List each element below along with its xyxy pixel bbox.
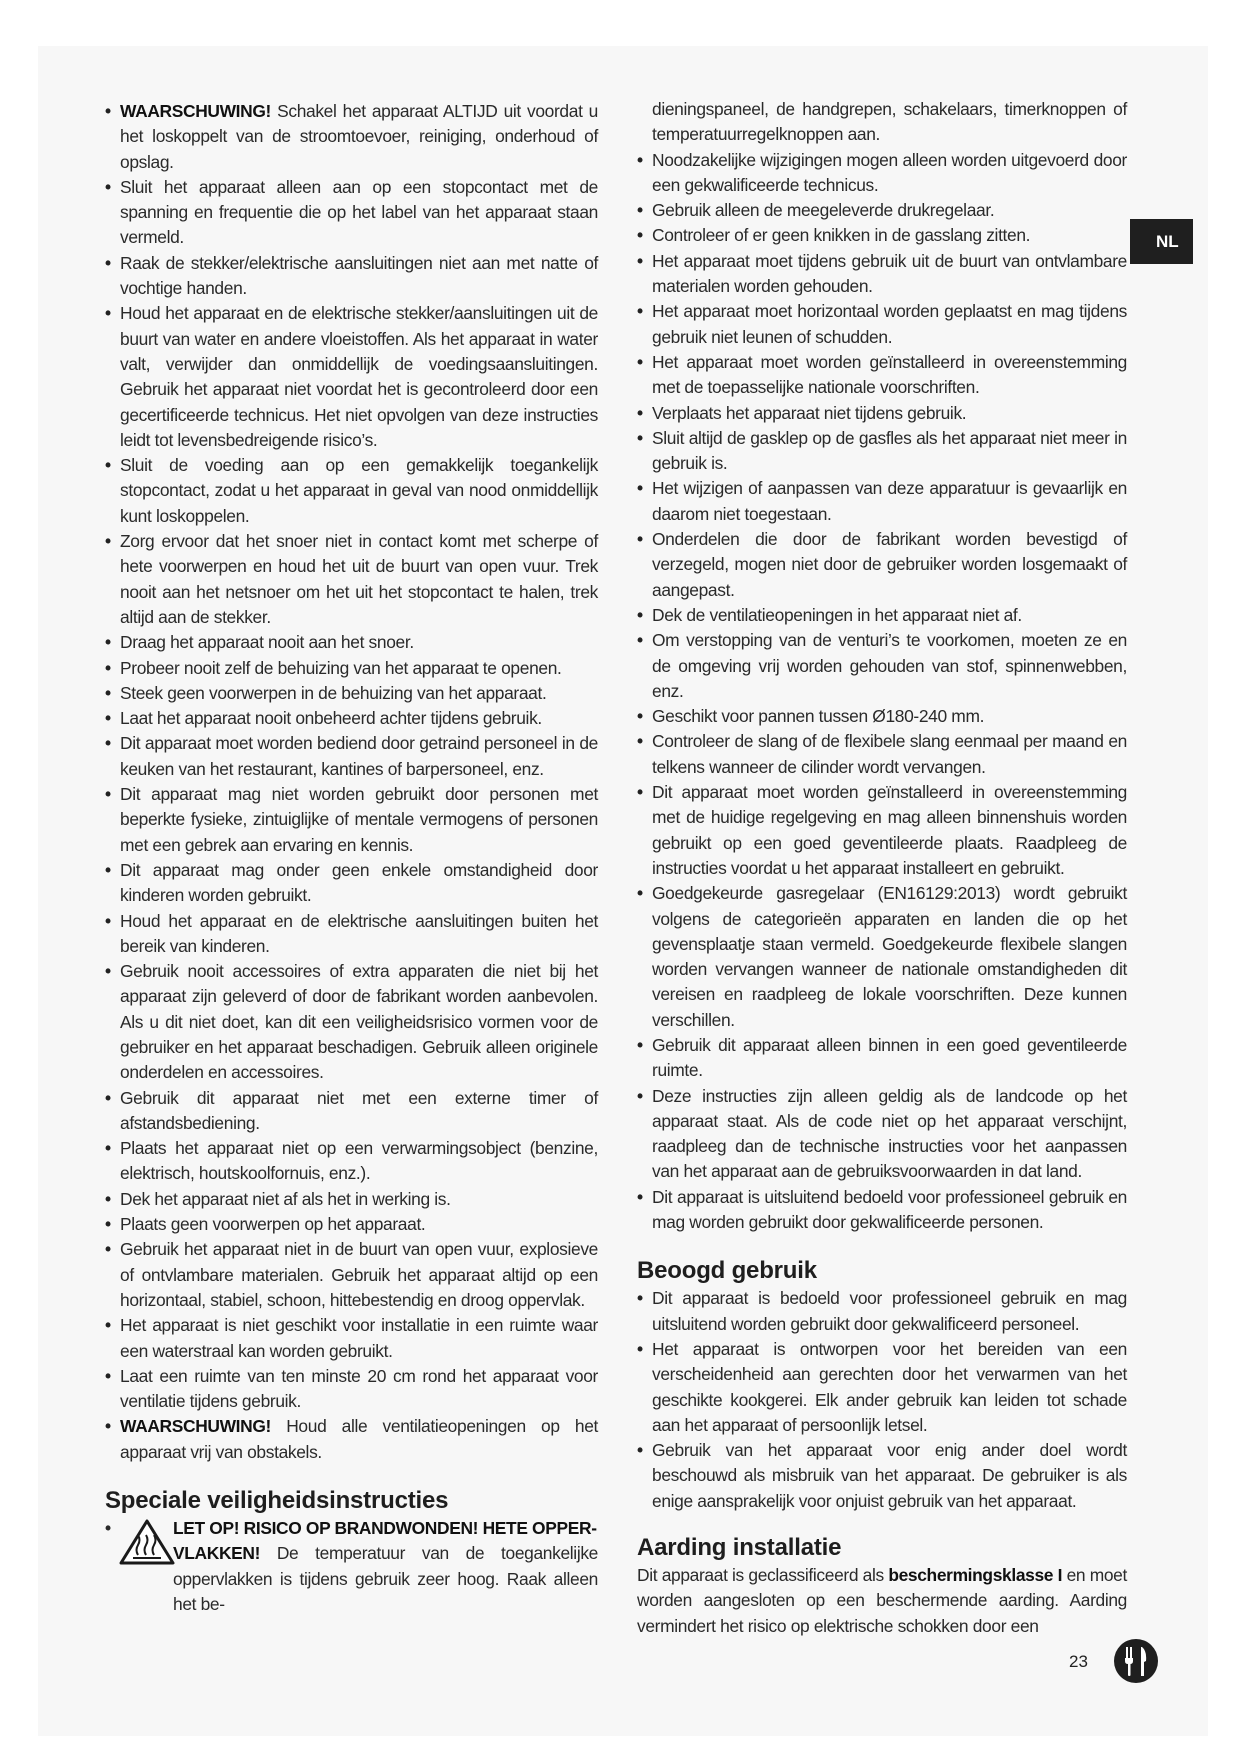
list-item: • Gebruik het apparaat niet in de buurt van open vuur, explosieve of ontvlambare materialen. Gebruik het apparaat altijd op een horizontaal, stabiel, schoon, hittebestendig en droog oppervlak. (105, 1237, 598, 1313)
list-item: • Sluit altijd de gasklep op de gasfles als het apparaat niet meer in gebruik is. (637, 426, 1127, 477)
list-item: • Om verstopping van de venturi’s te voorkomen, moeten ze en de omgeving vrij worden gehouden van stof, spinnenwebben, enz. (637, 628, 1127, 704)
earthing-paragraph (637, 1563, 1127, 1639)
list-item: • Draag het apparaat nooit aan het snoer. (105, 630, 598, 655)
hot-surface-warning (105, 1516, 598, 1617)
list-item: • Probeer nooit zelf de behuizing van het apparaat te openen. (105, 656, 598, 681)
special-safety-heading: Speciale veiligheidsinstructies (105, 1487, 449, 1515)
list-item: • Verplaats het apparaat niet tijdens gebruik. (637, 401, 1127, 426)
list-item-text: Houd alle ventilatieopeningen op het apparaat vrij van obstakels. (120, 1416, 598, 1462)
list-item: • Plaats het apparaat niet op een verwarmingsobject (benzine, elektrisch, houtskoolfornuis, enz.). (105, 1136, 598, 1187)
list-item: • Goedgekeurde gasregelaar (EN16129:2013) wordt gebruikt volgens de categorieën apparaten en landen die op het gevensplaatje staan vermeld. Goedgekeurde flexibele slangen worden vervangen wanneer de nationale omstandigheden dit vereisen en raadpleeg de lokale voorschriften. Deze kunnen verschillen. (637, 881, 1127, 1033)
hot-warning-body (120, 1541, 598, 1617)
language-tab: NL (1130, 219, 1193, 264)
list-item: • Geschikt voor pannen tussen Ø180-240 mm. (637, 704, 1127, 729)
earthing-text-post: en moet worden aangesloten op een beschermende aarding. Aarding vermindert het risico op elektrische schokken door een (637, 1565, 1127, 1636)
list-item: • Houd het apparaat en de elektrische aansluitingen buiten het bereik van kinderen. (105, 909, 598, 960)
list-item: • Controleer de slang of de flexibele slang eenmaal per maand en telkens wanneer de cilinder wordt vervangen. (637, 729, 1127, 780)
list-item: • Het apparaat moet horizontaal worden geplaatst en mag tijdens gebruik niet leunen of schudden. (637, 299, 1127, 350)
list-item: • Controleer of er geen knikken in de gasslang zitten. (637, 223, 1127, 248)
intended-use-heading: Beoogd gebruik (637, 1257, 817, 1285)
list-item: • Houd het apparaat en de elektrische stekker/aansluitingen uit de buurt van water en andere vloeistoffen. Als het apparaat in water valt, verwijder dan onmiddellijk de voedingsaansluitingen. Gebruik het apparaat niet voordat het is gecontroleerd door een gecertificeerde technicus. Het niet opvolgen van deze instructies leidt tot levensbedreigende risico’s. (105, 301, 598, 453)
list-item: • Gebruik nooit accessoires of extra apparaten die niet bij het apparaat zijn geleverd of door de fabrikant worden aanbevolen. Als u dit niet doet, kan dit een veiligheidsrisico vormen voor de gebruiker en het apparaat beschadigen. Gebruik alleen originele onderdelen en accessoires. (105, 959, 598, 1085)
page-number: 23 (1069, 1652, 1088, 1671)
hot-warning-bold: VLAKKEN! (173, 1543, 261, 1564)
list-item: • Het apparaat moet tijdens gebruik uit de buurt van ontvlambare materialen worden gehouden. (637, 249, 1127, 300)
cutlery-logo-icon (1113, 1638, 1159, 1684)
list-item: • Raak de stekker/elektrische aansluitingen niet aan met natte of vochtige handen. (105, 251, 598, 302)
list-item: • Deze instructies zijn alleen geldig als de landcode op het apparaat staat. Als de code niet op het apparaat verschijnt, raadpleeg dan de technische instructies voor het aanpassen van het apparaat aan de gebruiksvoorwaarden in dat land. (637, 1084, 1127, 1185)
list-item: • Dit apparaat is bedoeld voor professioneel gebruik en mag uitsluitend worden gebruikt door gekwalificeerd personeel. (637, 1286, 1127, 1337)
list-item (105, 1414, 598, 1465)
warning-label: WAARSCHUWING! (120, 101, 271, 121)
safety-list-right (637, 148, 1127, 1236)
list-item: • Plaats geen voorwerpen op het apparaat. (105, 1212, 598, 1237)
list-item: • Het apparaat moet worden geïnstalleerd in overeenstemming met de toepasselijke nationale voorschriften. (637, 350, 1127, 401)
safety-list-left (105, 99, 598, 1465)
list-item: • Sluit de voeding aan op een gemakkelijk toegankelijk stopcontact, zodat u het apparaat in geval van nood onmiddellijk kunt loskoppelen. (105, 453, 598, 529)
earthing-heading: Aarding installatie (637, 1534, 842, 1562)
protection-class-label: beschermingsklasse I (888, 1565, 1063, 1586)
earthing-text-pre: Dit apparaat is geclassificeerd als (637, 1565, 889, 1586)
list-item: • Het apparaat is niet geschikt voor installatie in een ruimte waar een waterstraal kan worden gebruikt. (105, 1313, 598, 1364)
list-item: • Dit apparaat moet worden geïnstalleerd in overeenstemming met de huidige regelgeving en mag alleen binnenshuis worden gebruikt op een goed geventileerde plaats. Raadpleeg de instructies voordat u het apparaat installeert en gebruikt. (637, 780, 1127, 881)
list-item: • Laat een ruimte van ten minste 20 cm rond het apparaat voor ventilatie tijdens gebruik. (105, 1364, 598, 1415)
warning-label: WAARSCHUWING! (120, 1416, 271, 1437)
hot-warning-text: De temperatuur van de toegankelijke oppervlakken is tijdens gebruik zeer hoog. Raak alleen het be- (173, 1543, 598, 1614)
list-item: • Dit apparaat mag onder geen enkele omstandigheid door kinderen worden gebruikt. (105, 858, 598, 909)
list-item: • Gebruik alleen de meegeleverde drukregelaar. (637, 198, 1127, 223)
list-item: • Dit apparaat mag niet worden gebruikt door personen met beperkte fysieke, zintuiglijke of mentale vermogens of personen met een gebrek aan ervaring en kennis. (105, 782, 598, 858)
list-item: • Dit apparaat moet worden bediend door getraind personeel in de keuken van het restaurant, kantines of barpersoneel, enz. (105, 731, 598, 782)
left-column (105, 99, 598, 1617)
hot-surface-warning-icon (119, 1518, 175, 1566)
list-item: • Dek het apparaat niet af als het in werking is. (105, 1187, 598, 1212)
hot-warning-title: • LET OP! RISICO OP BRANDWONDEN! HETE OPPER- (173, 1518, 597, 1539)
continuation-text: dieningspaneel, de handgrepen, schakelaars, timerknoppen of temperatuurregelknoppen aan. (652, 99, 1127, 145)
list-item-text: Schakel het apparaat ALTIJD uit voordat u het loskoppelt van de stroomtoevoer, reiniging, onderhoud of opslag. (120, 101, 598, 172)
list-item: • Gebruik dit apparaat niet met een externe timer of afstandsbediening. (105, 1086, 598, 1137)
right-column (637, 97, 1127, 1639)
list-item: • Zorg ervoor dat het snoer niet in contact komt met scherpe of hete voorwerpen en houd het uit de buurt van open vuur. Trek nooit aan het netsnoer om het uit het stopcontact te halen, trek altijd aan de stekker. (105, 529, 598, 630)
list-item: • Gebruik van het apparaat voor enig ander doel wordt beschouwd als misbruik van het apparaat. De gebruiker is als enige aansprakelijk voor onjuist gebruik van het apparaat. (637, 1438, 1127, 1514)
list-item: • Sluit het apparaat alleen aan op een stopcontact met de spanning en frequentie die op het label van het apparaat staan vermeld. (105, 175, 598, 251)
list-item: • Noodzakelijke wijzigingen mogen alleen worden uitgevoerd door een gekwalificeerde technicus. (637, 148, 1127, 199)
list-item: • Het wijzigen of aanpassen van deze apparatuur is gevaarlijk en daarom niet toegestaan. (637, 476, 1127, 527)
list-item (105, 99, 598, 175)
list-item: • Dek de ventilatieopeningen in het apparaat niet af. (637, 603, 1127, 628)
list-item: • Onderdelen die door de fabrikant worden bevestigd of verzegeld, mogen niet door de gebruiker worden losgemaakt of aangepast. (637, 527, 1127, 603)
intended-use-list (637, 1286, 1127, 1514)
list-item: • Dit apparaat is uitsluitend bedoeld voor professioneel gebruik en mag worden gebruikt door gekwalificeerde personen. (637, 1185, 1127, 1236)
list-item: • Het apparaat is ontworpen voor het bereiden van een verscheidenheid aan gerechten door het verwarmen van het geschikte kookgerei. Elk ander gebruik kan leiden tot schade aan het apparaat of persoonlijk letsel. (637, 1337, 1127, 1438)
list-item: • Gebruik dit apparaat alleen binnen in een goed geventileerde ruimte. (637, 1033, 1127, 1084)
list-item: • Laat het apparaat nooit onbeheerd achter tijdens gebruik. (105, 706, 598, 731)
list-item: • Steek geen voorwerpen in de behuizing van het apparaat. (105, 681, 598, 706)
